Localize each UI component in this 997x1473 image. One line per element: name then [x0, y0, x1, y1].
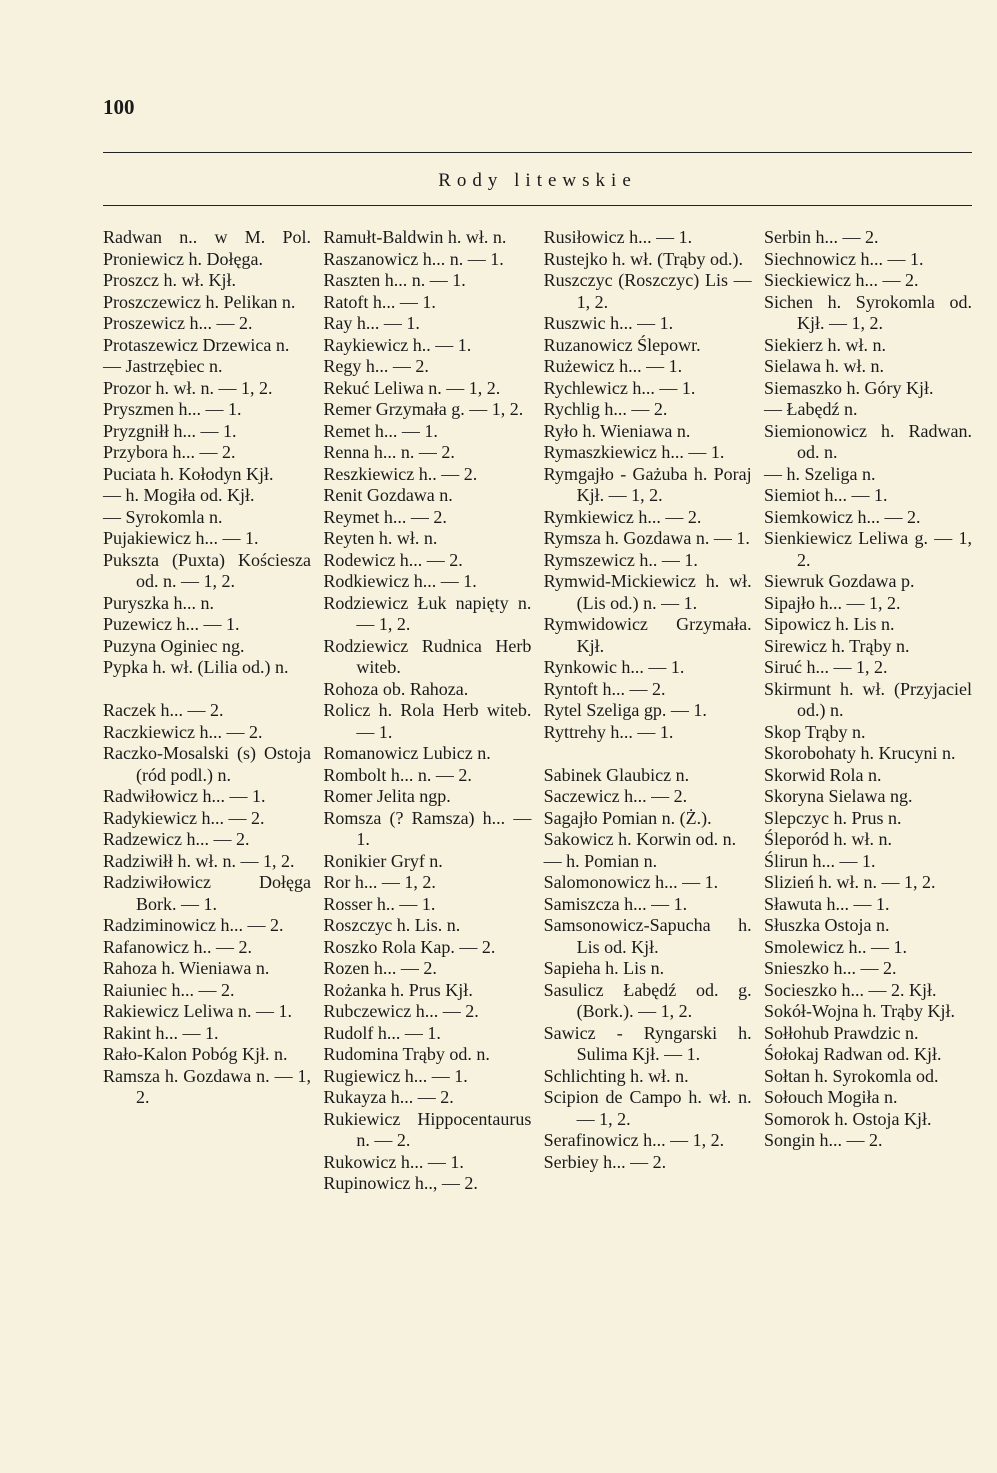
family-entry: Serafinowicz h... — 1, 2. [543, 1130, 725, 1150]
family-entry: Śołokaj Radwan od. Kjł. [763, 1044, 942, 1064]
family-entry: — Jastrzębiec n. [103, 356, 223, 376]
family-entry: Pukszta (Puxta) Kościesza od. n. — 1, 2. [103, 549, 311, 591]
family-entry: Skop Trąby n. [763, 721, 866, 742]
family-entry: Siemkowicz h... — 2. [763, 506, 921, 527]
family-entry: Protaszewicz Drzewica n. [103, 334, 290, 355]
family-entry: Rychlewicz h... — 1. [543, 377, 696, 398]
family-entry: Sakowicz h. Korwin od. n. [543, 829, 737, 849]
column-3 [544, 227, 752, 1195]
family-entry: Rymkiewicz h... — 2. [543, 506, 702, 527]
family-entry: Puzewicz h... — 1. [103, 614, 240, 634]
family-entry: Słuszka Ostoja n. [763, 915, 890, 935]
family-entry: Raszten h... n. — 1. [323, 270, 466, 290]
family-entry: — h. Mogiła od. Kjł. [103, 485, 255, 505]
family-entry: Rohoza ob. Rahoza. [323, 678, 469, 699]
family-entry: Rosser h.. — 1. [323, 893, 436, 914]
family-entry: Raszanowicz h... n. — 1. [323, 248, 504, 269]
family-entry: Rudolf h... — 1. [323, 1022, 441, 1043]
family-entry: Sołouch Mogiła n. [763, 1087, 898, 1107]
family-entry: Sieckiewicz h... — 2. [763, 270, 919, 290]
family-entry: Śleporód h. wł. n. [763, 829, 892, 849]
family-entry: Sasulicz Łabędź od. g. (Bork.). — 1, 2. [543, 979, 752, 1021]
family-entry: Siemaszko h. Góry Kjł. [763, 377, 934, 398]
family-entry: Ruszczyc (Roszczyc) Lis — 1, 2. [543, 270, 752, 312]
family-entry: Rahoza h. Wieniawa n. [103, 958, 270, 978]
family-entry: Romer Jelita ngp. [323, 786, 451, 806]
family-entry: Sagajło Pomian n. (Ż.). [543, 807, 712, 828]
family-entry: Proszczewicz h. Pelikan n. [103, 291, 296, 312]
family-entry: Rakint h... — 1. [103, 1022, 219, 1043]
family-entry: Regy h... — 2. [323, 356, 429, 376]
family-entry: — h. Szeliga n. [763, 463, 876, 484]
family-entry: Radzewicz h... — 2. [103, 829, 250, 849]
family-entry: Smolewicz h.. — 1. [763, 936, 907, 957]
family-entry: Romsza (? Ramsza) h... — 1. [323, 807, 532, 849]
family-entry: Rodziewicz Rudnica Herb witeb. [323, 635, 532, 677]
family-entry: Sichen h. Syrokomla od. Kjł. — 1, 2. [763, 291, 972, 333]
family-entry: Socieszko h... — 2. Kjł. [763, 979, 937, 1000]
family-entry: Ratoft h... — 1. [323, 291, 436, 312]
family-entry: Pujakiewicz h... — 1. [103, 528, 259, 548]
family-entry: Sielawa h. wł. n. [763, 356, 884, 376]
family-entry: Rynkowic h... — 1. [543, 657, 685, 677]
family-entry: Radwiłowicz h... — 1. [103, 786, 266, 806]
family-entry: Rodziewicz Łuk napięty n. — 1, 2. [323, 592, 532, 634]
column-1 [103, 227, 311, 1195]
entry-columns [103, 227, 972, 1195]
family-entry: Roszko Rola Kap. — 2. [323, 936, 496, 957]
family-entry: Samsonowicz-Sapucha h. Lis od. Kjł. [543, 915, 752, 957]
family-entry: Radykiewicz h... — 2. [103, 807, 265, 828]
family-entry: — Syrokomla n. [103, 506, 223, 527]
family-entry: Sipajło h... — 1, 2. [763, 592, 901, 613]
family-entry: Reyten h. wł. n. [323, 528, 438, 548]
family-entry: Ramułt-Baldwin h. wł. n. [323, 227, 507, 247]
section-title: Rody litewskie [438, 170, 637, 191]
family-entry: Rozen h... — 2. [323, 958, 437, 978]
family-entry: Rużewicz h... — 1. [543, 356, 683, 376]
family-entry: Rukiewicz Hippocentaurus n. — 2. [323, 1108, 532, 1150]
family-entry: Rubczewicz h... — 2. [323, 1001, 479, 1021]
family-entry: Renna h... n. — 2. [323, 442, 455, 462]
family-entry: — h. Pomian n. [543, 850, 658, 871]
header-rule-top [103, 152, 972, 153]
family-entry: Samiszcza h... — 1. [543, 893, 688, 914]
family-entry: Rukayza h... — 2. [323, 1087, 454, 1107]
family-entry: Serbin h... — 2. [763, 227, 879, 247]
family-entry: Przybora h... — 2. [103, 442, 236, 462]
family-entry: Rymwid-Mickiewicz h. wł. (Lis od.) n. — 1. [543, 571, 752, 613]
family-entry: Remer Grzymała g. — 1, 2. [323, 399, 524, 419]
family-entry: Sołtan h. Syrokomla od. [763, 1065, 939, 1086]
family-entry: Rytel Szeliga gp. — 1. [543, 700, 707, 720]
family-entry: Ror h... — 1, 2. [323, 872, 436, 892]
family-entry: Skirmunt h. wł. (Przyjaciel od.) n. [763, 678, 972, 720]
family-entry: Proszewicz h... — 2. [103, 313, 253, 333]
family-entry: Rolicz h. Rola Herb witeb. — 1. [323, 700, 532, 742]
family-entry: Radziwiłowicz Dołęga Bork. — 1. [103, 872, 311, 914]
family-entry: Sokół-Wojna h. Trąby Kjł. [763, 1001, 956, 1021]
family-entry: Siemionowicz h. Radwan. od. n. [763, 420, 972, 462]
family-entry: Rekuć Leliwa n. — 1, 2. [323, 377, 501, 398]
family-entry: Pryszmen h... — 1. [103, 399, 242, 419]
family-entry: Sławuta h... — 1. [763, 893, 890, 914]
family-entry: Sawicz - Ryngarski h. Sulima Kjł. — 1. [543, 1022, 752, 1064]
family-entry: Prozor h. wł. n. — 1, 2. [103, 377, 273, 398]
family-entry: Schlichting h. wł. n. [543, 1065, 689, 1086]
family-entry: Rodewicz h... — 2. [323, 549, 463, 570]
family-entry: Radziwiłł h. wł. n. — 1, 2. [103, 850, 295, 871]
family-entry: — Łabędź n. [763, 399, 858, 419]
family-entry: Rymaszkiewicz h... — 1. [543, 442, 725, 462]
family-entry: Ryttrehy h... — 1. [543, 721, 674, 742]
family-entry: Raykiewicz h.. — 1. [323, 334, 472, 355]
family-entry: Rugiewicz h... — 1. [323, 1065, 468, 1086]
family-entry: Ray h... — 1. [323, 313, 420, 333]
family-entry: Sienkiewicz Leliwa g. — 1, 2. [763, 528, 972, 570]
family-entry: Sołłohub Prawdzic n. [763, 1022, 919, 1043]
family-entry: Reszkiewicz h.. — 2. [323, 463, 478, 484]
family-entry: Ruzanowicz Ślepowr. [543, 334, 701, 355]
family-entry: Proszcz h. wł. Kjł. [103, 270, 236, 290]
family-entry: Siruć h... — 1, 2. [763, 657, 888, 677]
family-entry: Rymsza h. Gozdawa n. — 1. [543, 528, 750, 548]
family-entry: Snieszko h... — 2. [763, 958, 897, 978]
family-entry: Saczewicz h... — 2. [543, 786, 688, 806]
family-entry: Rymwidowicz Grzymała. Kjł. [543, 614, 752, 656]
family-entry: Ryntoft h... — 2. [543, 678, 666, 699]
family-entry: Radziminowicz h... — 2. [103, 915, 284, 935]
family-entry: Skorwid Rola n. [763, 764, 882, 785]
family-entry: Rożanka h. Prus Kjł. [323, 979, 473, 1000]
family-entry: Rukowicz h... — 1. [323, 1151, 464, 1172]
page-number: 100 [103, 95, 135, 119]
family-entry: Sabinek Glaubicz n. [543, 764, 690, 785]
family-entry: Raczek h... — 2. [103, 700, 224, 720]
family-entry: Rupinowicz h.., — 2. [323, 1173, 478, 1193]
family-entry: Ramsza h. Gozdawa n. — 1, 2. [103, 1065, 311, 1107]
family-entry: Rało-Kalon Pobóg Kjł. n. [103, 1044, 288, 1064]
family-entry: Skorobohaty h. Krucyni n. [763, 743, 956, 763]
family-entry: Siekierz h. wł. n. [763, 334, 886, 355]
family-entry: Raczko-Mosalski (s) Ostoja (ród podl.) n. [103, 743, 311, 785]
family-entry: Rakiewicz Leliwa n. — 1. [103, 1001, 292, 1021]
family-entry: Somorok h. Ostoja Kjł. [763, 1108, 932, 1129]
family-entry: Puzyna Oginiec ng. [103, 635, 245, 656]
family-entry: Siewruk Gozdawa p. [763, 571, 915, 591]
family-entry: Ruszwic h... — 1. [543, 313, 674, 333]
family-entry: Rychlig h... — 2. [543, 399, 668, 419]
family-entry: Slizień h. wł. n. — 1, 2. [763, 872, 936, 892]
family-entry: Rymszewicz h.. — 1. [543, 549, 698, 570]
family-entry: Skoryna Sielawa ng. [763, 786, 913, 806]
family-entry: Sapieha h. Lis n. [543, 958, 665, 978]
family-entry: Rudomina Trąby od. n. [323, 1044, 490, 1064]
family-entry: Ryło h. Wieniawa n. [543, 420, 691, 441]
family-entry: Remet h... — 1. [323, 420, 438, 441]
family-entry: Siemiot h... — 1. [763, 485, 888, 505]
family-entry: Romanowicz Lubicz n. [323, 743, 491, 763]
family-entry: Siechnowicz h... — 1. [763, 248, 924, 269]
family-entry: Salomonowicz h... — 1. [543, 872, 719, 892]
column-2 [323, 227, 531, 1195]
family-entry: Puryszka h... n. [103, 592, 214, 613]
family-entry: Songin h... — 2. [763, 1130, 883, 1150]
family-entry: Radwan n.. w M. Pol. Proniewicz h. Dołęga. [103, 227, 311, 269]
family-entry: Rodkiewicz h... — 1. [323, 571, 477, 591]
family-entry: Pypka h. wł. (Lilia od.) n. [103, 657, 289, 677]
family-entry: Pryzgniłł h... — 1. [103, 420, 237, 441]
family-entry: Raczkiewicz h... — 2. [103, 721, 263, 742]
section-gap [544, 743, 752, 765]
family-entry: Raiuniec h... — 2. [103, 979, 235, 1000]
family-entry: Rymgajło - Gażuba h. Poraj Kjł. — 1, 2. [543, 463, 752, 505]
family-entry: Rustejko h. wł. (Trąby od.). [543, 248, 743, 269]
family-entry: Roszczyc h. Lis. n. [323, 915, 461, 935]
family-entry: Reymet h... — 2. [323, 506, 447, 527]
family-entry: Slepczyc h. Prus n. [763, 807, 902, 828]
family-entry: Scipion de Campo h. wł. n. — 1, 2. [543, 1087, 752, 1129]
family-entry: Serbiey h... — 2. [543, 1151, 667, 1172]
family-entry: Rombolt h... n. — 2. [323, 764, 472, 785]
family-entry: Ślirun h... — 1. [763, 850, 876, 871]
column-4 [764, 227, 972, 1195]
family-entry: Puciata h. Kołodyn Kjł. [103, 463, 274, 484]
family-entry: Rusiłowicz h... — 1. [543, 227, 693, 247]
header-rule-bottom [103, 205, 972, 206]
section-gap [103, 679, 311, 701]
family-entry: Renit Gozdawa n. [323, 485, 453, 505]
family-entry: Rafanowicz h.. — 2. [103, 936, 252, 957]
family-entry: Sirewicz h. Trąby n. [763, 635, 910, 656]
family-entry: Ronikier Gryf n. [323, 850, 443, 871]
family-entry: Sipowicz h. Lis n. [763, 614, 895, 634]
